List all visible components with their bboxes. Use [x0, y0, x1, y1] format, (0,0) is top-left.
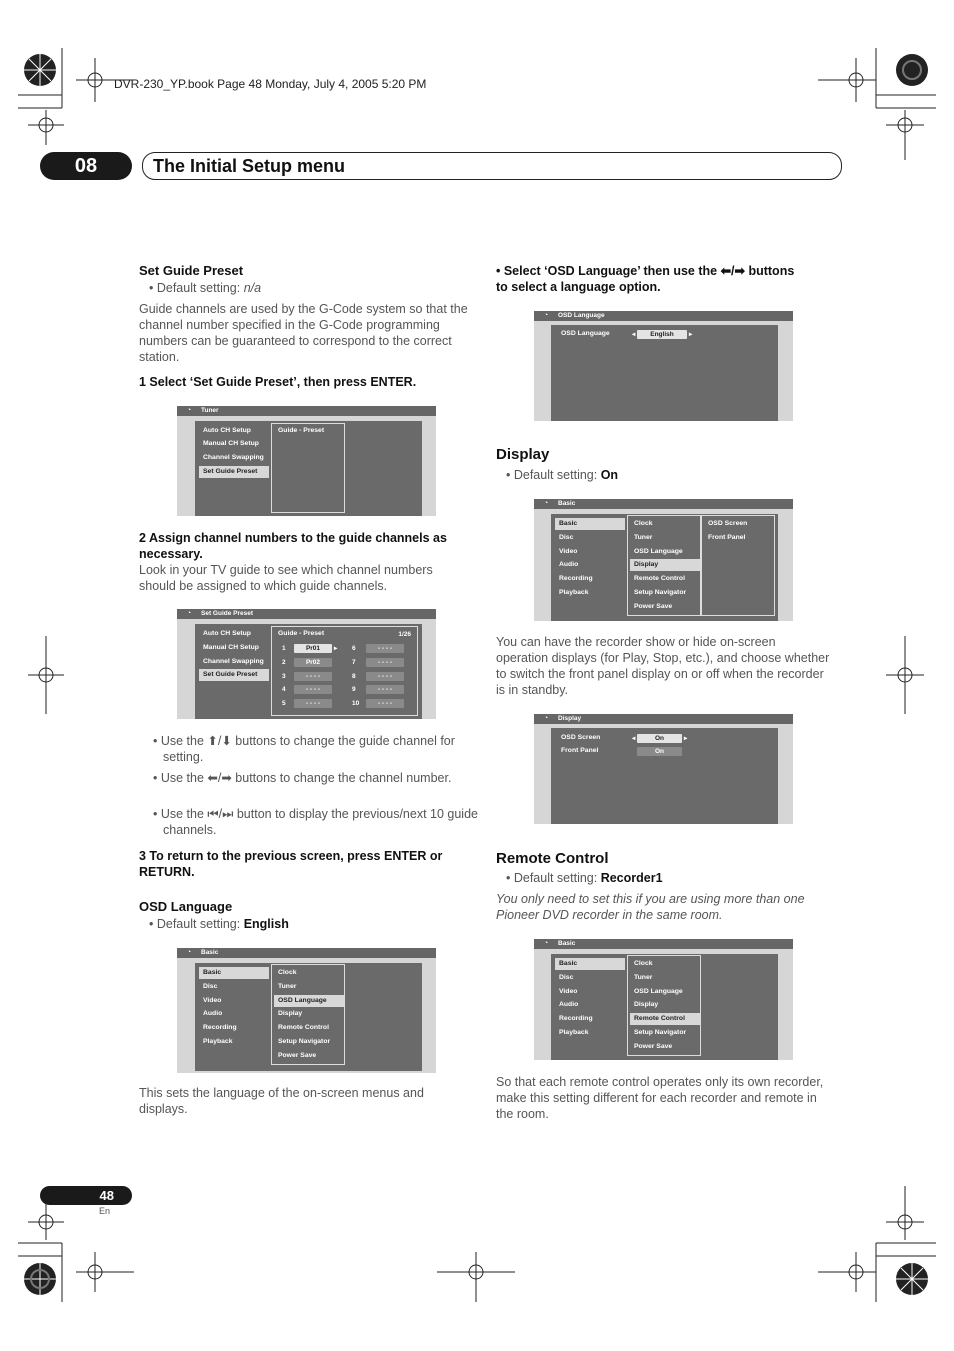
menu-item-selected: Basic [555, 518, 625, 530]
menu-item: Playback [559, 589, 589, 596]
guide-number: 4 [282, 686, 286, 694]
submenu-item: Setup Navigator [634, 589, 687, 596]
screen-title-bar: ◔ Basic [177, 948, 436, 958]
setting-label: OSD Language [561, 330, 610, 337]
submenu-item: Power Save [278, 1051, 317, 1059]
submenu-item: Setup Navigator [278, 1038, 331, 1045]
submenu-item: Clock [634, 520, 653, 527]
osd-screen-basic-display [534, 499, 793, 621]
menu-icon: ◔ [187, 610, 192, 617]
submenu-item: Front Panel [708, 533, 746, 541]
osd-language-heading: OSD Language [139, 899, 233, 914]
submenu-panel [271, 423, 345, 513]
page-indicator: 1/26 [398, 631, 411, 638]
guide-number: 5 [282, 700, 286, 708]
osd-screen-set-guide-preset [177, 609, 436, 719]
submenu-item-selected: Remote Control [630, 1013, 700, 1025]
submenu-item: Clock [634, 960, 653, 967]
menu-item: Recording [203, 1024, 237, 1032]
setting-value: On [637, 747, 682, 756]
submenu-item: Power Save [634, 1042, 673, 1050]
channel-value: - - - - [366, 672, 404, 681]
setting-label: Front Panel [561, 747, 599, 754]
remote-default: • Default setting: Recorder1 [506, 871, 663, 885]
menu-item: Playback [203, 1038, 233, 1045]
page-number-badge: 48 [40, 1186, 132, 1205]
channel-value: - - - - [294, 685, 332, 694]
menu-item: Disc [203, 982, 218, 990]
menu-item-selected: Basic [555, 958, 625, 970]
language-code: En [99, 1206, 111, 1216]
submenu-item: OSD Screen [708, 520, 748, 527]
guide-number: 2 [282, 658, 286, 666]
remote-body: So that each remote control operates only its own recorder, make this setting different for each recorder and remote in the room. [496, 1075, 824, 1121]
osd-body: This sets the language of the on-screen menus and displays. [139, 1086, 424, 1116]
guide-number: 6 [352, 645, 356, 652]
menu-icon: ◔ [544, 940, 549, 947]
menu-item: Disc [559, 533, 574, 541]
osd-default: • Default setting: English [149, 917, 289, 931]
submenu-panel [271, 964, 345, 1065]
step-1: 1 Select ‘Set Guide Preset’, then press ENTER. [139, 375, 417, 389]
menu-item: Auto CH Setup [203, 427, 251, 434]
guide-preset-panel [271, 626, 418, 716]
display-heading: Display [496, 446, 550, 463]
display-body: You can have the recorder show or hide on-screen operation displays (for Play, Stop, etc.), and choose whether to switch the front panel display on or off when the recorder is in standby. [496, 635, 830, 697]
submenu-panel [627, 515, 701, 616]
setting-label: OSD Screen [561, 734, 601, 741]
setting-value: English [637, 330, 687, 339]
submenu-item: Remote Control [278, 1024, 329, 1032]
menu-item-selected: Set Guide Preset [199, 669, 269, 681]
osd-screen-display [534, 714, 793, 824]
guide-number: 9 [352, 686, 356, 694]
guide-number: 7 [352, 658, 356, 666]
menu-item: Disc [559, 973, 574, 981]
submenu-item: Tuner [278, 982, 297, 990]
screen-title-bar: ◔ Tuner [177, 406, 436, 416]
submenu-title: Guide - Preset [278, 630, 325, 637]
osd-screen-basic-osd-language [177, 948, 436, 1073]
guide-number: 3 [282, 672, 286, 680]
menu-icon: ◔ [544, 312, 549, 319]
menu-icon: ◔ [187, 407, 192, 414]
step-2-body: Look in your TV guide to see which channel numbers should be assigned to which guide channels. [139, 563, 433, 593]
menu-item: Recording [559, 1015, 593, 1023]
right-arrow-icon: ▸ [684, 735, 688, 742]
bullet-prev-next: • Use the ⏮/⏭ button to display the previous/next 10 guide channels. [153, 807, 478, 837]
guide-number: 8 [352, 672, 356, 680]
menu-item: Manual CH Setup [203, 644, 259, 651]
menu-item: Channel Swapping [203, 658, 264, 665]
menu-item: Auto CH Setup [203, 630, 251, 637]
set-guide-preset-heading: Set Guide Preset [139, 263, 244, 278]
channel-value: - - - - [366, 644, 404, 653]
menu-icon: ◔ [544, 500, 549, 507]
left-arrow-icon: ◂ [632, 331, 636, 338]
submenu-title: Guide - Preset [278, 427, 325, 434]
menu-item: Manual CH Setup [203, 440, 259, 447]
menu-item-selected: Basic [199, 967, 269, 979]
submenu-item: Display [278, 1010, 303, 1018]
step-2: 2 Assign channel numbers to the guide channels as necessary. [139, 531, 447, 561]
menu-item: Channel Swapping [203, 454, 264, 461]
screen-title-bar: ◔ Set Guide Preset [177, 609, 436, 619]
channel-value: Pr01 [294, 644, 332, 653]
menu-item: Audio [559, 1001, 579, 1009]
submenu-item: Clock [278, 969, 297, 976]
menu-item: Video [559, 547, 578, 555]
right-arrow-icon: ▸ [689, 331, 693, 338]
menu-item: Playback [559, 1029, 589, 1036]
screen-title-bar: ◔ OSD Language [534, 311, 793, 321]
channel-value: - - - - [366, 685, 404, 694]
guide-number: 10 [352, 700, 360, 708]
remote-note: You only need to set this if you are using more than one Pioneer DVD recorder in the same room. [496, 892, 805, 922]
menu-item: Video [559, 987, 578, 995]
book-info: DVR-230_YP.book Page 48 Monday, July 4, 2005 5:20 PM [114, 77, 427, 91]
bullet-left-right: • Use the ⬅/➡ buttons to change the channel number. [153, 771, 452, 785]
setting-value: On [637, 734, 682, 743]
screen-title-bar: ◔ Basic [534, 499, 793, 509]
bullet-up-down: • Use the ⬆/⬇ buttons to change the guide channel for setting. [153, 734, 455, 764]
submenu-item: Power Save [634, 602, 673, 610]
channel-value: - - - - [294, 699, 332, 708]
submenu-item-selected: OSD Language [274, 995, 344, 1007]
submenu-item: Display [634, 1001, 659, 1009]
sgp-body: Guide channels are used by the G-Code system so that the channel number specified in the G-Code programming numbers can be guaranteed to correspond to the correct station. [139, 302, 468, 364]
submenu-item: OSD Language [634, 547, 683, 555]
step-3: 3 To return to the previous screen, press ENTER or RETURN. [139, 849, 443, 879]
display-default: • Default setting: On [506, 468, 619, 482]
submenu-panel [627, 955, 701, 1056]
submenu-item: Tuner [634, 973, 653, 981]
channel-value: - - - - [366, 658, 404, 667]
menu-icon: ◔ [187, 949, 192, 956]
channel-value: - - - - [366, 699, 404, 708]
screen-title-bar: ◔ Display [534, 714, 793, 724]
guide-number: 1 [282, 645, 286, 652]
menu-item: Audio [203, 1010, 223, 1018]
channel-value: - - - - [294, 672, 332, 681]
chapter-title: The Initial Setup menu [142, 152, 842, 180]
submenu-panel-2 [701, 515, 775, 616]
submenu-item: Remote Control [634, 575, 685, 583]
submenu-item: OSD Language [634, 987, 683, 995]
submenu-item-selected: Display [630, 559, 700, 571]
chapter-number: 08 [40, 152, 132, 180]
right-arrow-icon: ▸ [334, 645, 338, 652]
screen-title-bar: ◔ Basic [534, 939, 793, 949]
submenu-item: Tuner [634, 533, 653, 541]
select-osd-language-step: • Select ‘OSD Language’ then use the ⬅/➡ buttons to select a language option. [496, 264, 795, 294]
sgp-default: • Default setting: n/a [149, 281, 262, 295]
osd-screen-basic-remote-control [534, 939, 793, 1060]
menu-item: Recording [559, 575, 593, 583]
menu-item: Audio [559, 561, 579, 569]
menu-icon: ◔ [544, 715, 549, 722]
left-arrow-icon: ◂ [632, 735, 636, 742]
submenu-item: Setup Navigator [634, 1029, 687, 1036]
osd-screen-tuner [177, 406, 436, 516]
channel-value: Pr02 [294, 658, 332, 667]
menu-item-selected: Set Guide Preset [199, 466, 269, 478]
menu-item: Video [203, 996, 222, 1004]
osd-screen-osd-language [534, 311, 793, 421]
remote-control-heading: Remote Control [496, 850, 609, 867]
